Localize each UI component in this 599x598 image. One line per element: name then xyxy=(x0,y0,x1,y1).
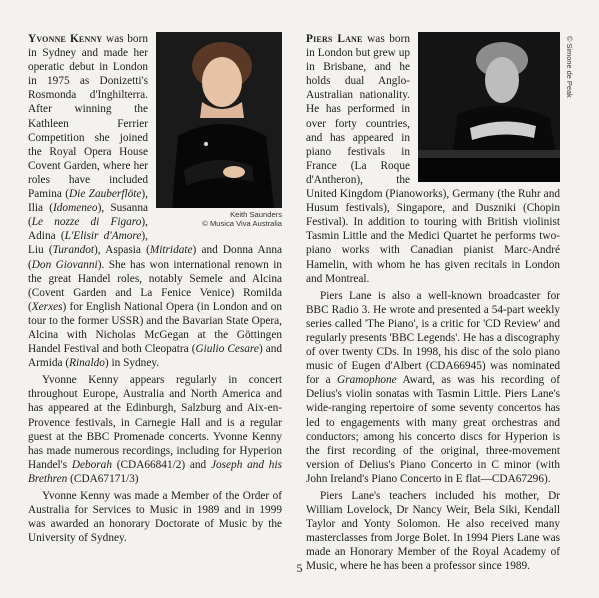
role-title: Die Zauberflöte xyxy=(69,188,142,201)
role-title: Turandot xyxy=(52,244,95,257)
text-run: ), Susanna ( xyxy=(28,202,148,229)
portrait-illustration xyxy=(156,32,282,208)
piers-lane-photo xyxy=(418,32,560,182)
text-run: was born in London but grew up in Brisbane, and he holds dual Anglo-Australian nationality. He has performed in over forty countries, and has appeared in piano festivals in France (La Roque d'Antheron), the United Kingdom (Pianoworks), Germany (the Ruhr and Husum festivals), Singapore, and Duszniki (Chopin Festival). In addition to touring with British violinist Tasmin Little and the Medici Quartet he performs two-piano works with Canadian pianist Marc-André Hamelin, with whom he has given recitals in London and Montreal. xyxy=(306,33,560,285)
work-title: Joseph and his Brethren xyxy=(28,458,282,485)
role-title: Rinaldo xyxy=(69,357,105,370)
kenny-paragraph-3: Yvonne Kenny was made a Member of the Order of Australia for Services to Music in 1989 and in 1999 was awarded an honorary Doctorate of Music by the University of Sydney. xyxy=(28,490,282,545)
text-run: was born in Sydney and made her operatic debut in London in 1975 as Donizetti's Rosmonda d'Inghilterra. After winning the Kathleen Ferrier Competition she joined the Royal Opera House Covent Garden, where her roles have included Pamina ( xyxy=(28,33,148,201)
text-run: Piers Lane is also a well-known broadcaster for BBC Radio 3. He wrote and presented a 54-part weekly series called 'The Piano', is a critic for 'CD Review' and regularly presents 'BBC Legends'. He has a discography of over twenty CDs. In 1998, his disc of the solo piano music of Eugen d'Albert (CDA66945) was nominated for a xyxy=(306,289,560,387)
lane-paragraph-2 xyxy=(306,289,560,486)
text-run: ) and Armida ( xyxy=(28,343,283,370)
role-title: Mitridate xyxy=(149,244,193,257)
text-run: ) in Sydney. xyxy=(104,357,160,370)
role-title: Le nozze di Figaro xyxy=(31,216,142,229)
lane-paragraph-3: Piers Lane's teachers included his mother, Dr William Lovelock, Dr Nancy Weir, Bela Siki, Kendall Taylor and Yonty Solomon. He also received many masterclasses from Jorge Bolet. In 1994 Piers Lane was made an Honorary Member of the Royal Academy of Music, where he has been a professor since 1989. xyxy=(306,490,560,573)
kenny-paragraph-2 xyxy=(28,373,282,486)
text-run: ), Liu ( xyxy=(28,230,148,257)
text-run: Award, as was his recording of Delius's violin sonatas with Tasmin Little. Piers Lane's wide-ranging repertoire of some seventy concertos has led to engagements with many great orchestras and conductors; among his concerto discs for Hyperion is the first recording of the original, three-movement version of Delius's Piano Concerto in C minor (with John Ireland's Piano Concerto in E flat—CDA67296). xyxy=(306,374,560,485)
text-run: (CDA66841/2) and xyxy=(111,458,211,471)
right-column-piers-lane xyxy=(306,32,560,577)
yvonne-kenny-photo-credit xyxy=(156,210,282,228)
piers-lane-photo-credit: © Simone de Peak xyxy=(565,36,574,98)
role-title: Don Giovanni xyxy=(31,258,98,271)
page-number: 5 xyxy=(296,561,303,575)
left-column-yvonne-kenny xyxy=(28,32,282,548)
work-title: Deborah xyxy=(71,458,112,471)
photo-credit-photographer: Keith Saunders xyxy=(230,210,282,219)
text-run: (CDA67171/3) xyxy=(67,472,139,485)
yvonne-kenny-photo xyxy=(156,32,282,208)
text-run: ) and Donna Anna ( xyxy=(28,244,283,271)
text-run: Yvonne Kenny appears regularly in concert throughout Europe, Australia and North America and has appeared at the Edinburgh, Salzburg and Aix-en-Provence festivals, in Carnegie Hall and is a regular guest at the BBC Promenade concerts. Yvonne Kenny has made numerous recordings, including for Hyperion Handel's xyxy=(28,374,282,471)
text-run: ), Adina ( xyxy=(28,216,148,243)
role-title: Idomeneo xyxy=(53,202,98,215)
text-run: ), Ilia ( xyxy=(28,188,148,215)
role-title: L'Elisir d'Amore xyxy=(64,230,142,243)
text-run: ) for English National Opera (in London and on tour to the former USSR) and the Bavarian State Opera, Alcina with Nicholas McGegan at the Göttingen Handel Festival and both Cleopatra ( xyxy=(28,300,282,356)
role-title: Giulio Cesare xyxy=(195,343,259,356)
lane-name: Piers Lane xyxy=(306,33,363,45)
pianist-illustration xyxy=(418,32,560,182)
text-run: ). She has won international renown in the great Handel roles, notably Semele and Alcina (Covent Garden and La Fenice Venice) Romilda ( xyxy=(28,258,282,313)
role-title: Xerxes xyxy=(31,300,63,313)
magazine-title: Gramophone xyxy=(337,374,397,387)
photo-credit-copyright: © Musica Viva Australia xyxy=(202,219,282,228)
kenny-name: Yvonne Kenny xyxy=(28,33,103,45)
text-run: ), Aspasia ( xyxy=(94,244,150,257)
